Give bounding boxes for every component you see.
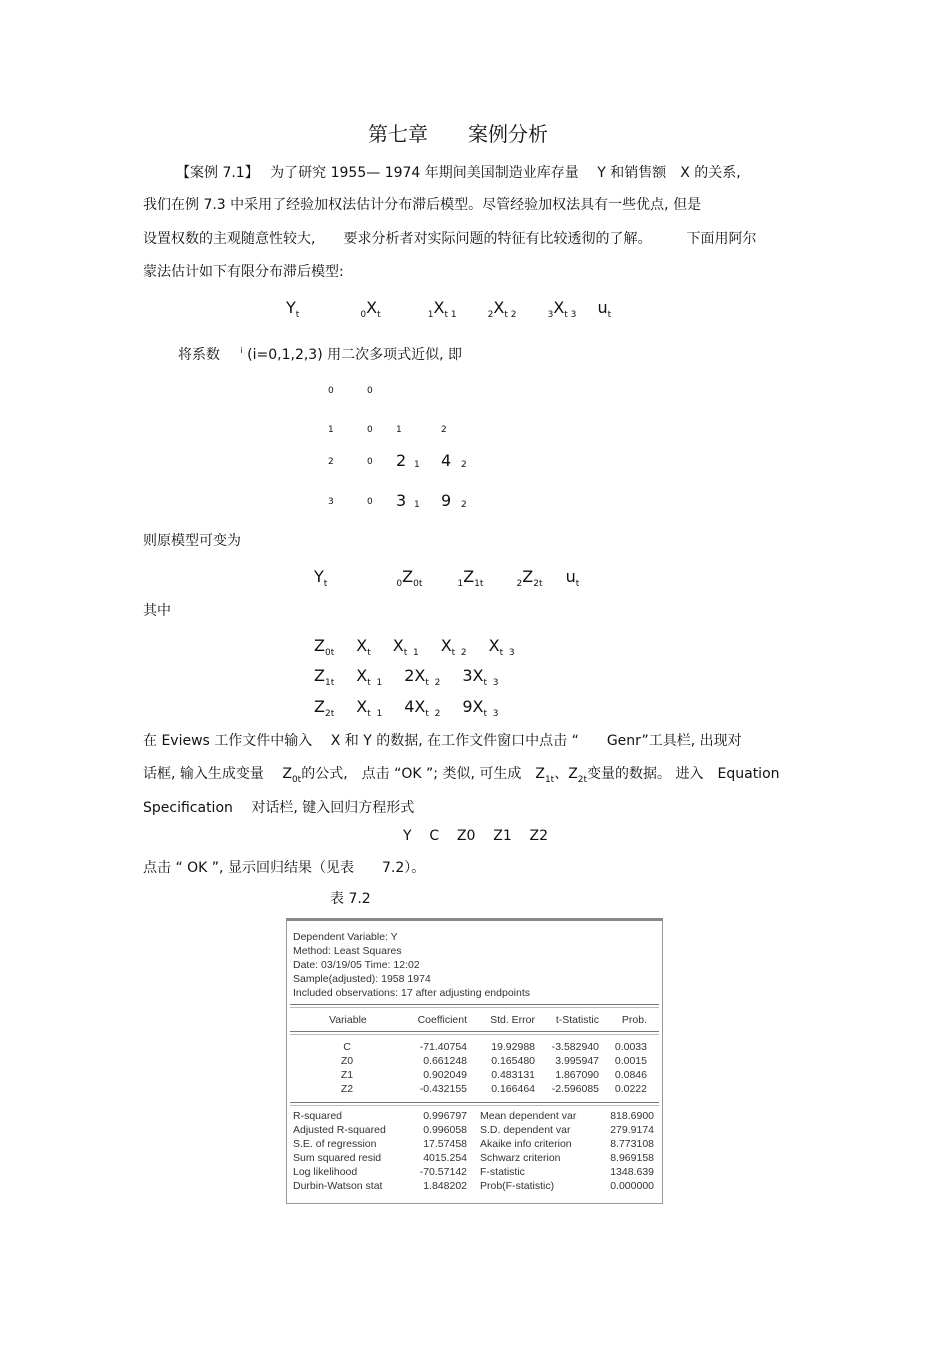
statistic-cell: Prob(F-statistic) — [480, 1180, 555, 1192]
header-line: Date: 03/19/05 Time: 12:02 — [293, 959, 420, 971]
coefficient-cell: Z2 — [340, 1083, 354, 1095]
z-term-sub: t — [367, 648, 371, 658]
coefficient-cell: 0.661248 — [423, 1055, 467, 1067]
coefficient-cell: -2.596085 — [551, 1083, 599, 1095]
coefficient-cell: 0.483131 — [491, 1069, 535, 1081]
statistic-cell: 279.9174 — [610, 1124, 654, 1136]
coefficient-cell: -0.432155 — [419, 1083, 467, 1095]
statistic-cell: Adjusted R-squared — [293, 1124, 386, 1136]
column-header: Std. Error — [490, 1014, 535, 1026]
model2-formula: $Y_t$ $_0Z_{0t}$ $_1Z_{1t}$ $_2Z_{2t}$ $u_t$ — [314, 567, 580, 589]
poly-term: 1 — [414, 500, 420, 510]
coefficient-cell: 0.0222 — [614, 1083, 647, 1095]
statistic-cell: Mean dependent var — [480, 1110, 577, 1122]
coefficient-cell: 0.165480 — [491, 1055, 535, 1067]
header-line: Method: Least Squares — [293, 945, 402, 957]
divider — [290, 1034, 659, 1035]
statistic-cell: -70.57142 — [419, 1166, 467, 1178]
para1-line1: 【案例 7.1】 为了研究 1955— 1974 年期间美国制造业库存量 Y 和销售额 X 的关系, — [176, 165, 741, 181]
poly-term: 2 — [461, 500, 467, 510]
coefficient-cell: 0.0015 — [614, 1055, 647, 1067]
statistic-cell: 0.996058 — [423, 1124, 467, 1136]
poly-term: 0 — [367, 457, 373, 467]
z-lhs: Z — [314, 666, 325, 685]
z-term-sub: t 1 — [403, 648, 419, 658]
coefficient-cell: -71.40754 — [419, 1041, 467, 1053]
header-line: Included observations: 17 after adjusting endpoints — [293, 987, 530, 999]
divider — [290, 1031, 659, 1032]
z-term-sub: t 2 — [451, 648, 467, 658]
coefficient-cell: -3.582940 — [551, 1041, 599, 1053]
coefficient-cell: 1.867090 — [555, 1069, 599, 1081]
statistic-cell: 0.996797 — [423, 1110, 467, 1122]
z-term: 3X — [462, 666, 484, 685]
statistic-cell: Durbin-Watson stat — [293, 1180, 383, 1192]
para2-line3: Specification 对话栏, 键入回归方程形式 — [143, 800, 415, 816]
para1-line2: 我们在例 7.3 中采用了经验加权法估计分布滞后模型。尽管经验加权法具有一些优点, 但是 — [143, 197, 702, 213]
para2-line1: 在 Eviews 工作文件中输入 X 和 Y 的数据, 在工作文件窗口中点击 “ Genr”工具栏, 出现对 — [143, 733, 742, 749]
statistic-cell: 4015.254 — [423, 1152, 467, 1164]
statistic-cell: S.E. of regression — [293, 1138, 377, 1150]
header-line: Dependent Variable: Y — [293, 931, 398, 943]
z-definition-line — [314, 697, 498, 719]
para1-line4: 蒙法估计如下有限分布滞后模型: — [143, 264, 344, 280]
poly-term: 2 — [396, 451, 407, 470]
z-lhs: Z — [314, 697, 325, 716]
z-term: 4X — [404, 697, 426, 716]
statistic-cell: 1348.639 — [610, 1166, 654, 1178]
statistic-cell: Akaike info criterion — [480, 1138, 572, 1150]
column-header: Coefficient — [417, 1014, 467, 1026]
poly-term: 2 — [441, 425, 447, 435]
header-line: Sample(adjusted): 1958 1974 — [293, 973, 431, 985]
para1-line3: 设置权数的主观随意性较大, 要求分析者对实际问题的特征有比较透彻的了解。 下面用阿尔 — [143, 231, 757, 247]
z-term: X — [356, 636, 368, 655]
z-term: 2X — [404, 666, 426, 685]
poly-term: 1 — [414, 460, 420, 470]
divider — [290, 1105, 659, 1106]
column-header: Prob. — [621, 1014, 647, 1026]
poly-term: 3 — [396, 491, 407, 510]
z-term-sub: t 3 — [483, 678, 499, 688]
z-term: X — [356, 697, 368, 716]
poly-term: 0 — [367, 386, 373, 396]
coef-text: 将系数 $^i$ (i=0,1,2,3) 用二次多项式近似, 即 — [178, 346, 463, 363]
poly-term: 0 — [367, 497, 373, 507]
z-lhs-sub: 2t — [324, 709, 335, 719]
divider — [290, 1102, 659, 1103]
poly-term: 1 — [396, 425, 402, 435]
statistic-cell: R-squared — [293, 1110, 343, 1122]
poly-term: 2 — [328, 457, 334, 467]
statistic-cell: Schwarz criterion — [480, 1152, 561, 1164]
z-definition-line — [314, 636, 515, 658]
column-header: t-Statistic — [555, 1014, 599, 1026]
where-text: 其中 — [143, 603, 171, 619]
z-term: X — [488, 636, 500, 655]
table-caption: 表 7.2 — [330, 891, 371, 907]
coefficient-cell: 0.0846 — [614, 1069, 647, 1081]
z-term: X — [440, 636, 452, 655]
regression-equation: Y C Z0 Z1 Z2 — [403, 828, 549, 844]
z-term-sub: t 2 — [425, 709, 441, 719]
z-definition-line — [314, 666, 498, 688]
z-term-sub: t 2 — [425, 678, 441, 688]
coefficient-cell: C — [343, 1041, 351, 1053]
coefficient-cell: Z0 — [340, 1055, 354, 1067]
z-term-sub: t 3 — [483, 709, 499, 719]
divider — [290, 1004, 659, 1005]
poly-term: 4 — [441, 451, 452, 470]
z-term-sub: t 3 — [499, 648, 515, 658]
z-term: 9X — [462, 697, 484, 716]
statistic-cell: F-statistic — [480, 1166, 525, 1178]
column-header: Variable — [329, 1014, 367, 1026]
poly-term: 9 — [441, 491, 452, 510]
coefficient-cell: 0.166464 — [491, 1083, 535, 1095]
poly-term: 0 — [367, 425, 373, 435]
z-term-sub: t 1 — [367, 709, 383, 719]
para2-line4: 点击 “ OK ”, 显示回归结果（见表 7.2）。 — [143, 860, 426, 876]
regression-output-table — [286, 918, 663, 1204]
statistic-cell: Sum squared resid — [293, 1152, 382, 1164]
poly-term: 1 — [328, 425, 334, 435]
coefficient-cell: 0.0033 — [614, 1041, 647, 1053]
statistic-cell: 17.57458 — [423, 1138, 467, 1150]
z-lhs: Z — [314, 636, 325, 655]
poly-term: 3 — [328, 497, 334, 507]
statistic-cell: Log likelihood — [293, 1166, 358, 1178]
transform-text: 则原模型可变为 — [143, 533, 241, 549]
page-title: 第七章 案例分析 — [368, 122, 548, 146]
z-term: X — [392, 636, 404, 655]
para2-line2: 话框, 输入生成变量 $Z_{0t}$的公式, 点击 “OK ”; 类似, 可生成 $Z_{1t}$、$Z_{2t}$变量的数据。 进入 Equation — [143, 766, 780, 785]
statistic-cell: 1.848202 — [423, 1180, 467, 1192]
statistic-cell: 8.773108 — [610, 1138, 654, 1150]
model1-formula: $Y_t$ $_0X_t$ $_1X_{t 1}$ $_2X_{t 2}$ $_3X_{t 3}$ $u_t$ — [286, 298, 612, 320]
statistic-cell: S.D. dependent var — [480, 1124, 571, 1136]
z-term: X — [356, 666, 368, 685]
statistic-cell: 8.969158 — [610, 1152, 654, 1164]
statistic-cell: 0.000000 — [610, 1180, 654, 1192]
poly-term: 0 — [328, 386, 334, 396]
z-lhs-sub: 1t — [324, 678, 335, 688]
statistic-cell: 818.6900 — [610, 1110, 654, 1122]
poly-term: 2 — [461, 460, 467, 470]
coefficient-cell: 0.902049 — [423, 1069, 467, 1081]
z-term-sub: t 1 — [367, 678, 383, 688]
z-lhs-sub: 0t — [324, 648, 335, 658]
coefficient-cell: 3.995947 — [555, 1055, 599, 1067]
coefficient-cell: 19.92988 — [491, 1041, 535, 1053]
divider — [290, 1007, 659, 1008]
coefficient-cell: Z1 — [340, 1069, 354, 1081]
